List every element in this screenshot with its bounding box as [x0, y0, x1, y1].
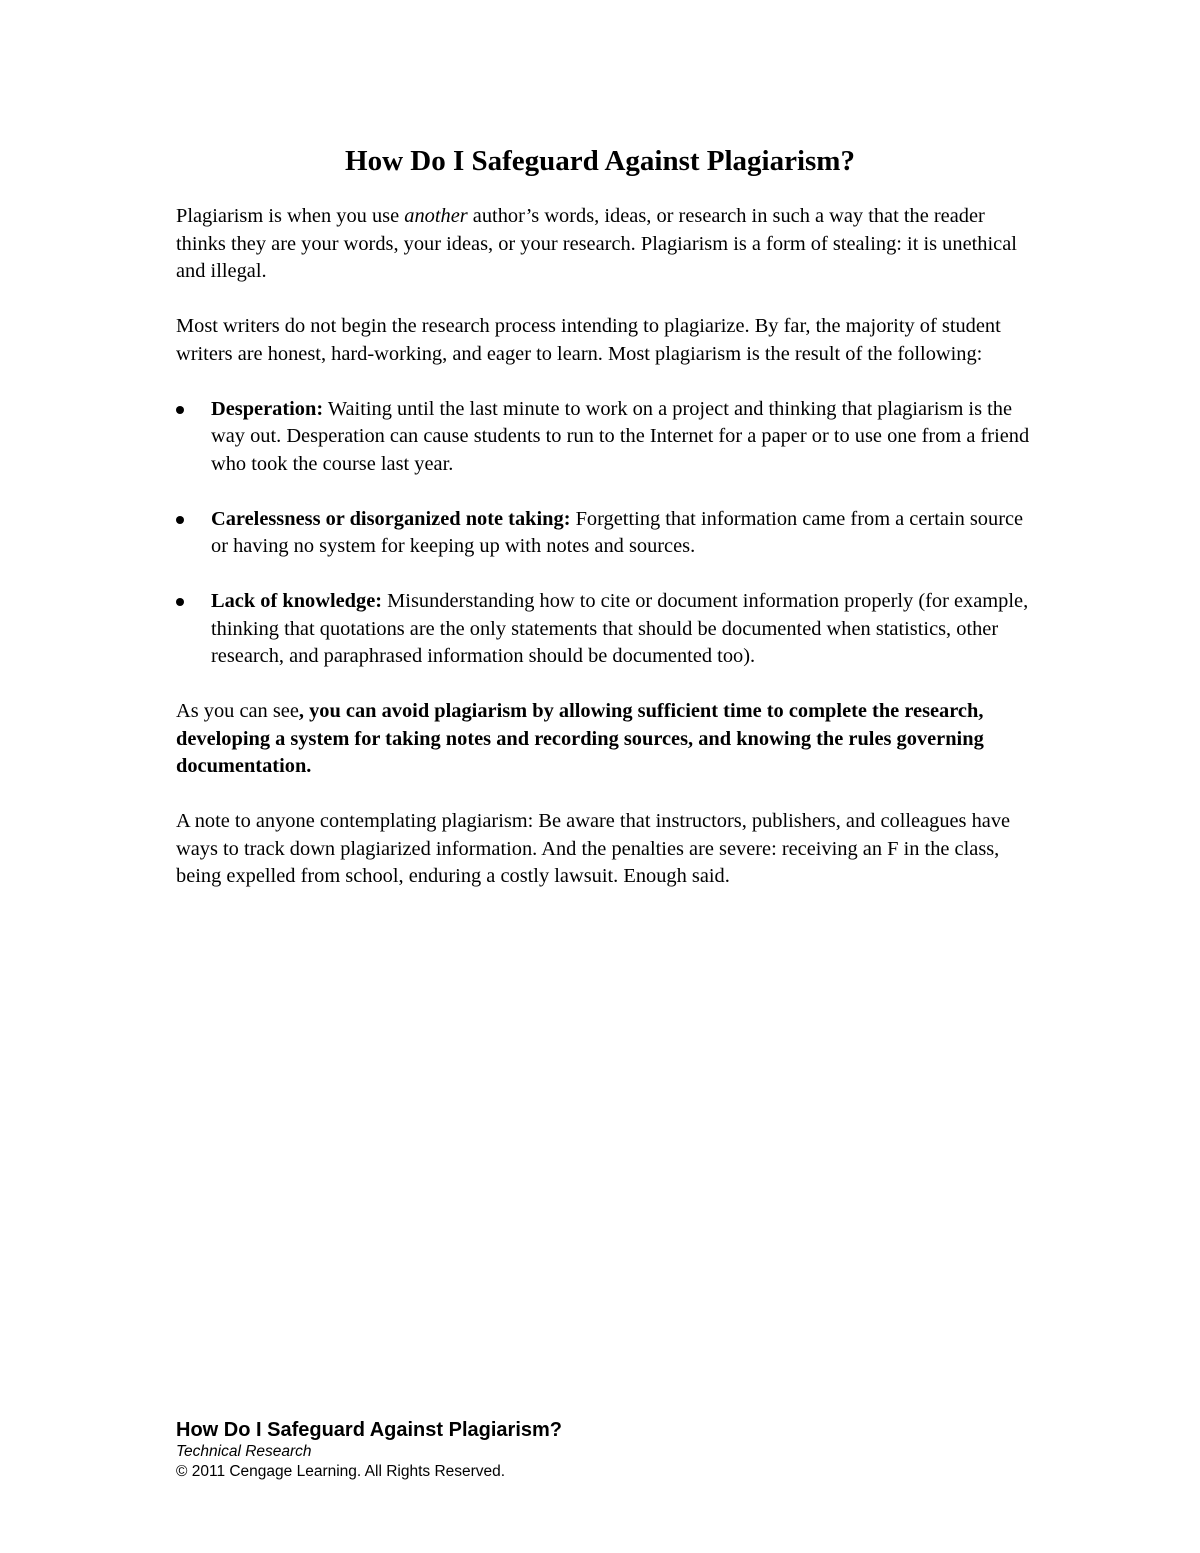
- bullet-icon: [176, 598, 184, 606]
- warning-paragraph: A note to anyone contemplating plagiarism: Be aware that instructors, publishers, and colleagues have ways to track down plagiarized information. And the penalties are severe: receiving an F in the class, being expelled from school, enduring a costly lawsuit. Enough said.: [176, 810, 1011, 887]
- intro-text-end: author’s words, ideas, or research in such a way that the reader thinks they are your words, your ideas, or your research. Plagiarism is a form of stealing: it is unethical and illegal.: [176, 205, 1017, 282]
- list-item-text: Forgetting that information came from a certain source or having no system for keeping up with notes and sources.: [211, 507, 1024, 557]
- list-item-text: Waiting until the last minute to work on a project and thinking that plagiarism is the way out. Desperation can cause students to run to the Internet for a paper or to use one from a friend who took the course last year.: [211, 397, 1030, 475]
- list-item-lack-of-knowledge: [176, 588, 1036, 671]
- intro-text-start: Plagiarism is when you use: [176, 205, 405, 227]
- list-item-text: Misunderstanding how to cite or document information properly (for example, thinking that quotations are the only statements that should be documented when statistics, other research, and paraphrased information should be documented too).: [211, 590, 1029, 667]
- footer-copyright: © 2011 Cengage Learning. All Rights Reserved.: [176, 1463, 506, 1480]
- page-footer: [176, 1418, 876, 1482]
- document-body: [176, 203, 1036, 918]
- conclusion-paragraph: [176, 698, 1036, 781]
- bullet-icon: [176, 516, 184, 524]
- intro-emphasis: another: [404, 205, 468, 227]
- list-item-term: Lack of knowledge:: [211, 590, 383, 612]
- conclusion-lead: As you can see: [176, 700, 299, 722]
- list-item-carelessness: [176, 506, 1036, 561]
- list-item-desperation: [176, 396, 1036, 479]
- list-item-term: Desperation:: [211, 397, 324, 420]
- document-title: How Do I Safeguard Against Plagiarism?: [345, 145, 855, 177]
- causes-list: [176, 396, 1036, 671]
- bullet-icon: [176, 406, 184, 414]
- list-item-term: Carelessness or disorganized note taking:: [211, 507, 571, 530]
- conclusion-emphasis: , you can avoid plagiarism by allowing sufficient time to complete the research, developing a system for taking notes and recording sources, and knowing the rules governing documentation.: [176, 700, 984, 777]
- causes-paragraph: Most writers do not begin the research process intending to plagiarize. By far, the majority of student writers are honest, hard-working, and eager to learn. Most plagiarism is the result of the following:: [176, 315, 1001, 365]
- footer-title: How Do I Safeguard Against Plagiarism?: [176, 1419, 562, 1441]
- intro-paragraph: [176, 203, 1036, 286]
- footer-subtitle: Technical Research: [176, 1443, 312, 1460]
